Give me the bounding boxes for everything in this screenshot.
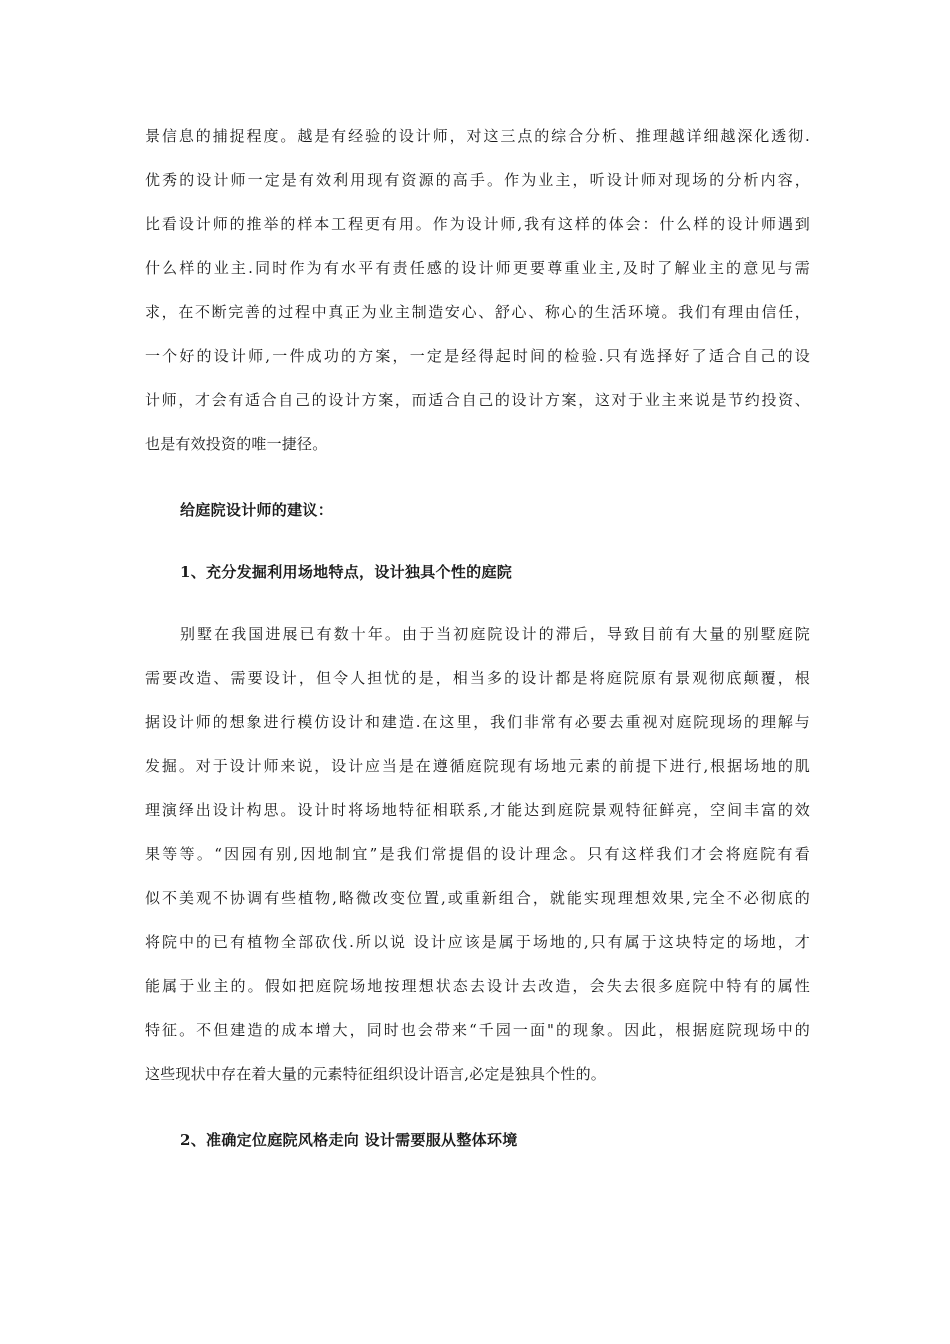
paragraph-1-line-1: 景信息的捕捉程度。越是有经验的设计师，对这三点的综合分析、推理越详细越深化透彻. — [145, 127, 810, 145]
paragraph-2-line-4: 发掘。对于设计师来说，设计应当是在遵循庭院现有场地元素的前提下进行,根据场地的肌 — [145, 757, 810, 775]
heading-section-1: 1、充分发掘利用场地特点，设计独具个性的庭院 — [180, 563, 513, 581]
paragraph-1-line-4: 什么样的业主.同时作为有水平有责任感的设计师更要尊重业主,及时了解业主的意见与需 — [145, 259, 810, 277]
paragraph-2-line-1: 别墅在我国进展已有数十年。由于当初庭院设计的滞后，导致目前有大量的别墅庭院 — [180, 625, 810, 643]
paragraph-2-line-3: 据设计师的想象进行模仿设计和建造.在这里，我们非常有必要去重视对庭院现场的理解与 — [145, 713, 810, 731]
paragraph-1-line-7: 计师，才会有适合自己的设计方案，而适合自己的设计方案，这对于业主来说是节约投资、 — [145, 391, 810, 409]
paragraph-2-line-7: 似不美观不协调有些植物,略微改变位置,或重新组合，就能实现理想效果,完全不必彻底的 — [145, 889, 810, 907]
paragraph-2-line-8: 将院中的已有植物全部砍伐.所以说 设计应该是属于场地的,只有属于这块特定的场地，才 — [145, 933, 810, 951]
paragraph-2-line-2: 需要改造、需要设计，但令人担忧的是，相当多的设计都是将庭院原有景观彻底颠覆，根 — [145, 669, 810, 687]
paragraph-1-line-5: 求，在不断完善的过程中真正为业主制造安心、舒心、称心的生活环境。我们有理由信任， — [145, 303, 810, 321]
paragraph-1-line-6: 一个好的设计师,一件成功的方案，一定是经得起时间的检验.只有选择好了适合自己的设 — [145, 347, 810, 365]
paragraph-2-line-6: 果等等。“因园有别,因地制宜”是我们常提倡的设计理念。只有这样我们才会将庭院有看 — [145, 845, 810, 863]
heading-advice: 给庭院设计师的建议： — [180, 501, 334, 519]
paragraph-2-line-9: 能属于业主的。假如把庭院场地按理想状态去设计去改造，会失去很多庭院中特有的属性 — [145, 977, 810, 995]
paragraph-2-line-5: 理演绎出设计构思。设计时将场地特征相联系,才能达到庭院景观特征鲜亮，空间丰富的效 — [145, 801, 810, 819]
paragraph-2-line-11: 这些现状中存在着大量的元素特征组织设计语言,必定是独具个性的。 — [145, 1065, 606, 1083]
paragraph-1-line-3: 比看设计师的推举的样本工程更有用。作为设计师,我有这样的体会：什么样的设计师遇到 — [145, 215, 810, 233]
paragraph-2-line-10: 特征。不但建造的成本增大，同时也会带来“千园一面"的现象。因此，根据庭院现场中的 — [145, 1021, 810, 1039]
paragraph-1-line-8: 也是有效投资的唯一捷径。 — [145, 435, 328, 453]
paragraph-1-line-2: 优秀的设计师一定是有效利用现有资源的高手。作为业主，听设计师对现场的分析内容， — [145, 171, 810, 189]
heading-section-2: 2、准确定位庭院风格走向 设计需要服从整体环境 — [180, 1131, 518, 1149]
